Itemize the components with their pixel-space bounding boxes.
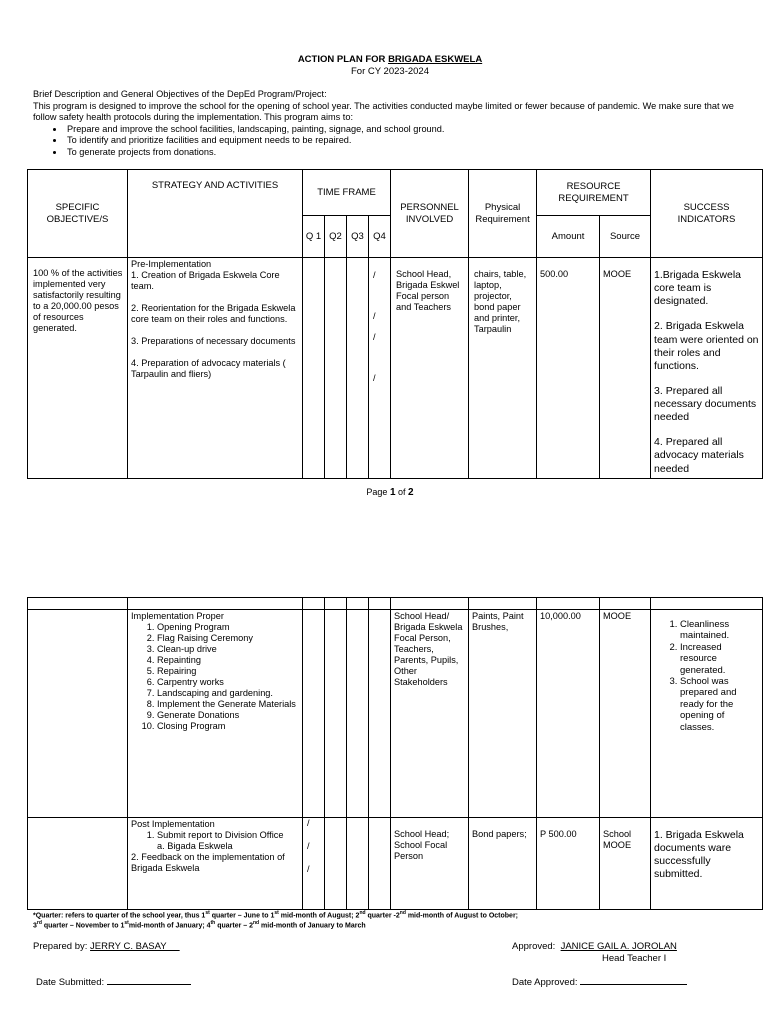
strategy-cell — [128, 818, 303, 910]
table-row — [28, 598, 763, 610]
header-q2: Q2 — [325, 216, 347, 258]
q1-cell — [303, 610, 325, 818]
page-number: Page 1 of 2 — [366, 487, 414, 498]
header-physical: Physical Requirement — [469, 170, 537, 258]
success-indicators-cell — [651, 610, 763, 818]
list-item: 4. Repainting — [157, 655, 299, 666]
header-success: SUCCESS INDICATORS — [651, 170, 763, 258]
header-source: Source — [600, 216, 651, 258]
intro-section — [33, 89, 743, 158]
q1-cell — [303, 818, 325, 910]
intro-paragraph: This program is designed to improve the school for the opening of school year. The activities conducted maybe limited or fewer because of pandemic. We make sure that we follow safety health protocols during the implementation. This program aims to: — [33, 100, 734, 122]
table-row — [28, 818, 763, 910]
action-plan-table-page1 — [27, 169, 763, 479]
approver-title: Head Teacher I — [602, 953, 667, 964]
header-amount: Amount — [537, 216, 600, 258]
objectives-list — [65, 124, 743, 159]
header-personnel: PERSONNEL INVOLVED — [391, 170, 469, 258]
q4-cell — [369, 258, 391, 479]
activity-item: 4. Preparation of advocacy materials ( Tarpaulin and fliers) — [131, 358, 286, 380]
list-item: 5. Repairing — [157, 666, 299, 677]
amount-cell: 10,000.00 — [537, 610, 600, 818]
date-submitted-line[interactable] — [107, 976, 191, 985]
sub-activity: a. Bigada Eskwela — [157, 841, 233, 852]
activity-item: 1. Creation of Brigada Eskwela Core team. — [131, 270, 280, 292]
strategy-cell — [128, 610, 303, 818]
q1-mark: / — [307, 818, 310, 828]
activity-list — [157, 830, 299, 852]
list-item: 1. Submit report to Division Office a. Bigada Eskwela — [157, 830, 299, 852]
q1-mark: / — [307, 841, 310, 851]
approved-by-name: JANICE GAIL A. JOROLAN — [560, 941, 677, 952]
objective-cell — [28, 818, 128, 910]
q1-cell — [303, 258, 325, 479]
header-resource: RESOURCE REQUIREMENT — [537, 170, 651, 216]
list-item: 3. School was prepared and ready for the opening of classes. — [680, 676, 759, 733]
list-item: 8. Implement the Generate Materials — [157, 699, 299, 710]
prepared-by: Prepared by: JERRY C. BASAY — [33, 941, 180, 952]
header-time-frame: TIME FRAME — [303, 170, 391, 216]
indicator-item: 3. Prepared all necessary documents needed — [654, 384, 757, 424]
q3-cell — [347, 258, 369, 479]
activity-list — [157, 622, 299, 732]
personnel-cell: School Head, Brigada Eskwel Focal person and Teachers — [391, 258, 469, 479]
personnel-cell: School Head/ Brigada Eskwela Focal Person, Teachers, Parents, Pupils, Other Stakeholders — [391, 610, 469, 818]
list-item: 3. Clean-up drive — [157, 644, 299, 655]
q4-cell — [369, 818, 391, 910]
q3-cell — [347, 610, 369, 818]
list-item: 1. Cleanliness maintained. — [680, 619, 759, 642]
table-row — [28, 258, 763, 479]
q2-cell — [325, 258, 347, 479]
header-q1: Q 1 — [303, 216, 325, 258]
amount-cell: 500.00 — [537, 258, 600, 479]
list-item: 9. Generate Donations — [157, 710, 299, 721]
list-item: 1. Opening Program — [157, 622, 299, 633]
list-item: • To generate projects from donations. — [65, 147, 743, 159]
list-item: 2. Increased resource generated. — [680, 642, 759, 676]
success-indicators-cell: 1. Brigada Eskwela documents ware successfully submitted. — [651, 818, 763, 910]
document-subtitle: For CY 2023-2024 — [351, 66, 429, 77]
date-approved-line[interactable] — [580, 976, 687, 985]
document-title: ACTION PLAN FOR BRIGADA ESKWELA — [297, 54, 483, 65]
approved-by: Approved: JANICE GAIL A. JOROLAN — [512, 941, 677, 952]
phase-label: Implementation Proper — [131, 611, 224, 621]
indicator-item: 1.Brigada Eskwela core team is designated. — [654, 269, 741, 308]
indicator-list — [680, 611, 759, 733]
header-strategy: STRATEGY AND ACTIVITIES — [128, 170, 303, 258]
header-q4: Q4 — [369, 216, 391, 258]
physical-cell: Paints, Paint Brushes, — [469, 610, 537, 818]
success-indicators-cell — [651, 258, 763, 479]
amount-cell: P 500.00 — [537, 818, 600, 910]
q4-cell — [369, 610, 391, 818]
intro-heading: Brief Description and General Objectives of the DepEd Program/Project: — [33, 89, 327, 99]
objective-cell: 100 % of the activities implemented very satisfactorily resulting to a 20,000.00 pesos of resources generated. — [28, 258, 128, 479]
activity-item: 3. Preparations of necessary documents — [131, 336, 296, 347]
phase-label: Post Implementation — [131, 819, 215, 829]
indicator-item: 4. Prepared all advocacy materials needed — [654, 436, 744, 475]
objective-cell — [28, 610, 128, 818]
list-item: 10. Closing Program — [157, 721, 299, 732]
personnel-cell: School Head; School Focal Person — [391, 818, 469, 910]
program-name: BRIGADA ESKWELA — [388, 54, 483, 65]
activity-item: 2. Reorientation for the Brigada Eskwela core team on their roles and functions. — [131, 303, 296, 325]
list-item: 6. Carpentry works — [157, 677, 299, 688]
date-submitted: Date Submitted: — [36, 976, 191, 988]
list-item: 7. Landscaping and gardening. — [157, 688, 299, 699]
prepared-by-name: JERRY C. BASAY — [90, 941, 180, 952]
q2-cell — [325, 818, 347, 910]
q3-cell — [347, 818, 369, 910]
date-approved: Date Approved: — [512, 976, 687, 988]
action-plan-table-page2 — [27, 597, 763, 910]
source-cell: MOOE — [600, 610, 651, 818]
q2-cell — [325, 610, 347, 818]
list-item: 2. Flag Raising Ceremony — [157, 633, 299, 644]
q4-mark: / — [373, 373, 376, 383]
q4-mark: / — [373, 270, 376, 280]
header-q3: Q3 — [347, 216, 369, 258]
q4-mark: / — [373, 332, 376, 342]
header-objectives: SPECIFIC OBJECTIVE/S — [28, 170, 128, 258]
physical-cell: Bond papers; — [469, 818, 537, 910]
table-row — [28, 610, 763, 818]
phase-label: Pre-Implementation — [131, 259, 212, 269]
physical-cell: chairs, table, laptop, projector, bond paper and printer, Tarpaulin — [469, 258, 537, 479]
strategy-cell — [128, 258, 303, 479]
q1-mark: / — [307, 864, 310, 874]
list-item: • To identify and prioritize facilities and equipment needs to be repaired. — [65, 135, 743, 147]
source-cell: School MOOE — [600, 818, 651, 910]
indicator-item: 2. Brigada Eskwela team were oriented on their roles and functions. — [654, 320, 759, 372]
q4-mark: / — [373, 311, 376, 321]
activity-item: 2. Feedback on the implementation of Brigada Eskwela — [131, 852, 285, 874]
source-cell: MOOE — [600, 258, 651, 479]
list-item: • Prepare and improve the school facilities, landscaping, painting, signage, and school ground. — [65, 124, 743, 136]
quarter-footnote: *Quarter: refers to quarter of the school year, thus 1st quarter – June to 1st mid-month of August; 2nd quarter -2nd mid-month of August to October; 3rd quarter – November to 1stmid-month of January; 4th quarter – 2nd mid-month of January to March — [33, 910, 519, 930]
